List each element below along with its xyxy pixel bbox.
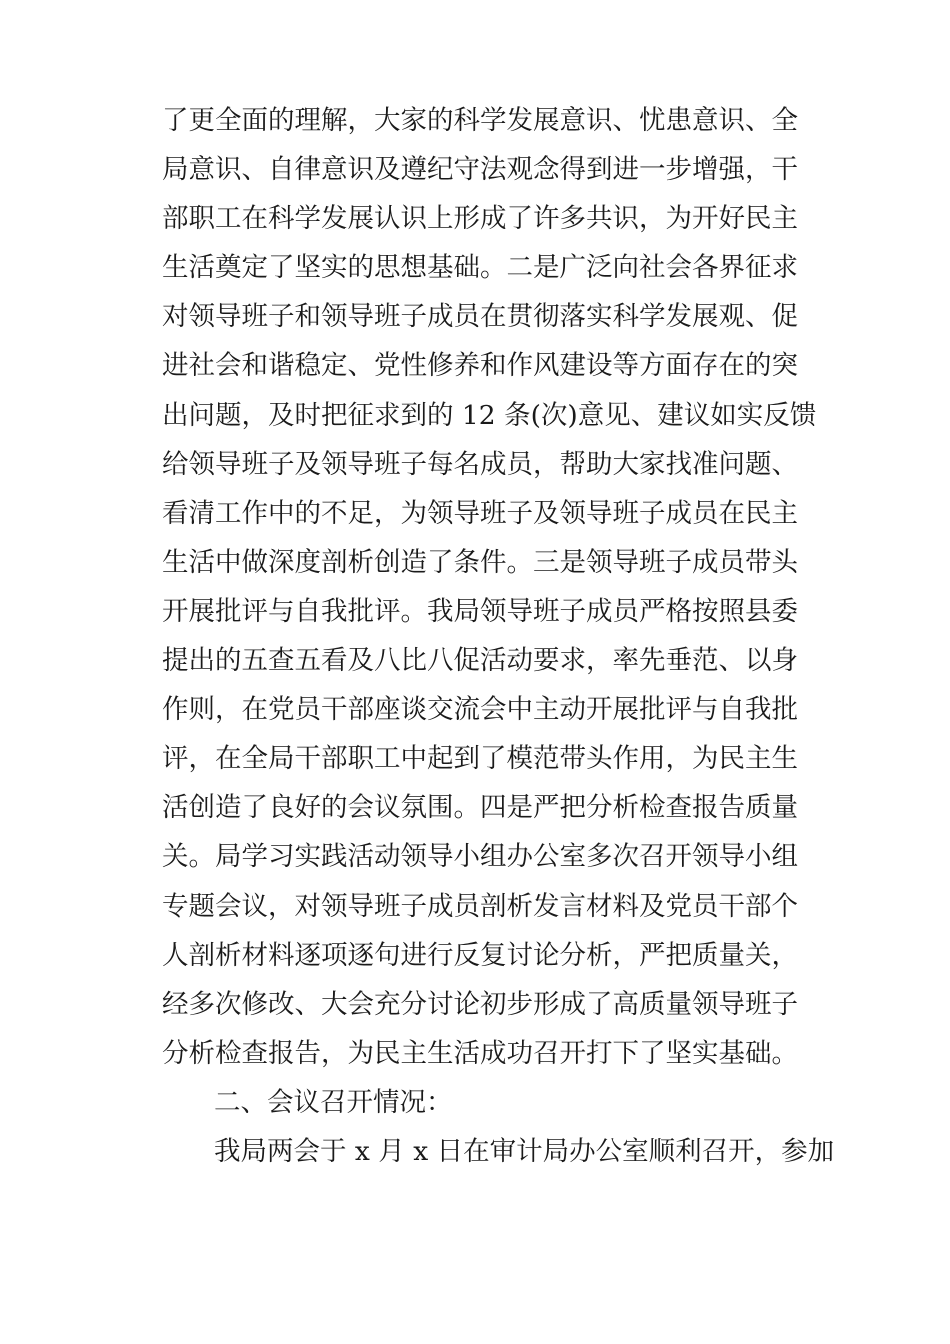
body-line-7: 出问题，及时把征求到的 12 条(次)意见、建议如实反馈 bbox=[162, 399, 817, 431]
document-body bbox=[162, 96, 835, 1176]
body-line-16: 关。局学习实践活动领导小组办公室多次召开领导小组 bbox=[162, 841, 798, 873]
body-line-12: 提出的五查五看及八比八促活动要求，率先垂范、以身 bbox=[162, 645, 798, 677]
body-line-19: 经多次修改、大会充分讨论初步形成了高质量领导班子 bbox=[162, 988, 798, 1020]
body-line-3: 部职工在科学发展认识上形成了许多共识，为开好民主 bbox=[162, 203, 798, 235]
body-line-1: 了更全面的理解，大家的科学发展意识、忧患意识、全 bbox=[162, 105, 798, 136]
body-line-20: 分析检查报告，为民主生活成功召开打下了坚实基础。 bbox=[162, 1037, 798, 1069]
body-line-17: 专题会议，对领导班子成员剖析发言材料及党员干部个 bbox=[162, 890, 798, 922]
body-line-4: 生活奠定了坚实的思想基础。二是广泛向社会各界征求 bbox=[162, 252, 798, 284]
body-line-13: 作则，在党员干部座谈交流会中主动开展批评与自我批 bbox=[162, 694, 798, 726]
body-line-5: 对领导班子和领导班子成员在贯彻落实科学发展观、促 bbox=[162, 301, 798, 333]
section-heading: 二、会议召开情况： bbox=[214, 1086, 453, 1118]
body-line-10: 生活中做深度剖析创造了条件。三是领导班子成员带头 bbox=[162, 546, 798, 578]
body-line-14: 评，在全局干部职工中起到了模范带头作用，为民主生 bbox=[162, 743, 798, 775]
body-line-8: 给领导班子及领导班子每名成员，帮助大家找准问题、 bbox=[162, 448, 798, 480]
body-line-2: 局意识、自律意识及遵纪守法观念得到进一步增强，干 bbox=[162, 154, 798, 186]
body-line-18: 人剖析材料逐项逐句进行反复讨论分析，严把质量关， bbox=[162, 939, 798, 971]
body-line-11: 开展批评与自我批评。我局领导班子成员严格按照县委 bbox=[162, 595, 798, 627]
body-line-15: 活创造了良好的会议氛围。四是严把分析检查报告质量 bbox=[162, 792, 798, 824]
paragraph-start-line: 我局两会于 x 月 x 日在审计局办公室顺利召开，参加 bbox=[214, 1135, 835, 1167]
body-line-9: 看清工作中的不足，为领导班子及领导班子成员在民主 bbox=[162, 497, 798, 529]
body-line-6: 进社会和谐稳定、党性修养和作风建设等方面存在的突 bbox=[162, 350, 798, 382]
